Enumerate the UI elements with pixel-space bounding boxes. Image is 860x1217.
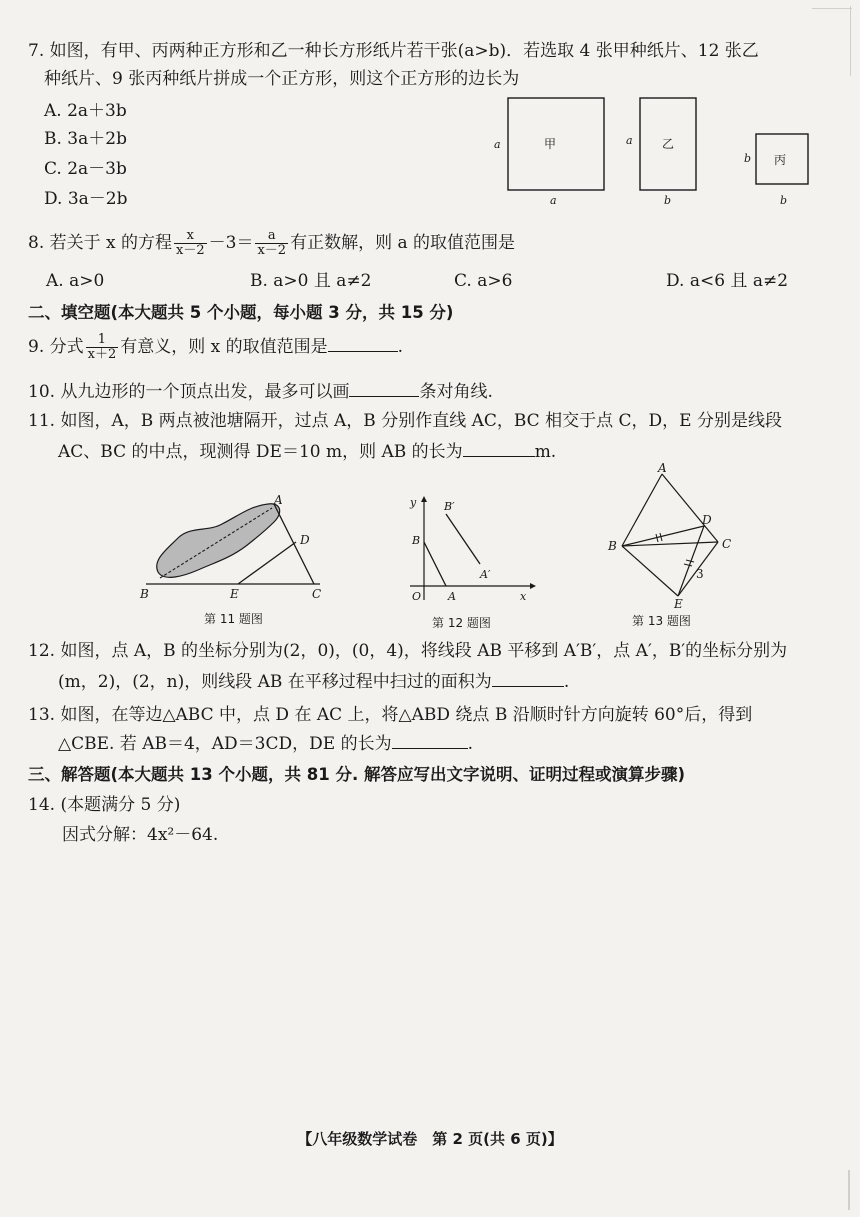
fig11-label-a: A (274, 493, 283, 507)
q11-line2-suffix: m. (534, 442, 557, 462)
figure-13 (600, 462, 740, 610)
section-2-heading: 二、填空题(本大题共 5 个小题，每小题 3 分，共 15 分) (28, 303, 454, 322)
q8-fraction-1 (174, 229, 207, 258)
q7-option-b: B. 3a＋2b (44, 129, 127, 149)
q8-fraction-2 (255, 229, 288, 258)
q9-frac-num: 1 (97, 332, 107, 347)
label-yi-side-left: a (626, 134, 633, 147)
q13-line2 (58, 732, 473, 755)
q8-option-c: C. a>6 (454, 271, 513, 291)
fig12-label-a1: A′ (480, 568, 491, 581)
side-be (622, 546, 678, 596)
fig13-caption: 第 13 题图 (632, 614, 691, 628)
q7-figure (488, 94, 818, 214)
label-bing-side-left: b (744, 152, 752, 165)
fig11-label-e: E (230, 587, 239, 601)
q8-prefix: 8. 若关于 x 的方程 (28, 233, 173, 253)
q8-option-a: A. a>0 (46, 271, 105, 291)
tick-mark-4 (684, 564, 692, 566)
q12-line2-prefix: (m，2)，(2，n)，则线段 AB 在平移过程中扫过的面积为 (58, 672, 492, 692)
fig11-label-d: D (300, 533, 310, 547)
fig11-label-b: B (140, 587, 149, 601)
axis-y-arrow (421, 496, 427, 502)
q12-line2 (58, 670, 569, 693)
tick-mark-3 (686, 560, 694, 562)
fig13-label-3: 3 (696, 567, 704, 581)
label-bing: 丙 (774, 153, 787, 167)
q10-prefix: 10. 从九边形的一个顶点出发，最多可以画 (28, 382, 350, 402)
fig12-label-y: y (410, 496, 417, 509)
q7-line1: 7. 如图，有甲、丙两种正方形和乙一种长方形纸片若干张(a>b)．若选取 4 张甲种纸片、12 张乙 (28, 41, 759, 61)
q7-line2: 种纸片、9 张丙种纸片拼成一个正方形，则这个正方形的边长为 (44, 69, 520, 89)
side-ac (662, 474, 718, 542)
fig13-label-c: C (722, 537, 732, 551)
q13-line1: 13. 如图，在等边△ABC 中，点 D 在 AC 上，将△ABD 绕点 B 沿顺时针方向旋转 60°后，得到 (28, 705, 753, 725)
q8-option-d: D. a<6 且 a≠2 (666, 271, 789, 291)
fig12-label-b1: B′ (444, 500, 455, 513)
page-footer: 【八年级数学试卷 第 2 页(共 6 页)】 (297, 1130, 563, 1148)
q9-prefix: 9. 分式 (28, 337, 84, 357)
fig13-label-a: A (658, 461, 667, 475)
fig12-label-a: A (448, 590, 456, 603)
label-yi: 乙 (662, 137, 675, 151)
label-bing-side-bottom: b (780, 194, 788, 207)
figure-11 (134, 488, 334, 604)
q8-option-b: B. a>0 且 a≠2 (250, 271, 372, 291)
q8-frac2-den: x－2 (257, 243, 287, 258)
q9-frac-den: x＋2 (87, 347, 117, 362)
q9-stem (28, 332, 403, 362)
section-3-heading: 三、解答题(本大题共 13 个小题，共 81 分. 解答应写出文字说明、证明过程或演算步骤) (28, 765, 685, 784)
figure-12 (400, 490, 540, 606)
q10-suffix: 条对角线. (419, 382, 493, 402)
q11-line1: 11. 如图，A，B 两点被池塘隔开，过点 A，B 分别作直线 AC，BC 相交于点 C，D，E 分别是线段 (28, 411, 782, 431)
fig11-caption: 第 11 题图 (204, 612, 263, 626)
q7-option-a: A. 2a＋3b (44, 101, 127, 121)
scan-edge-right-bottom (848, 1170, 850, 1210)
q12-line1: 12. 如图，点 A，B 的坐标分别为(2，0)，(0，4)，将线段 AB 平移到 A′B′，点 A′，B′的坐标分别为 (28, 641, 788, 661)
q8-frac1-num: x (186, 228, 194, 243)
q8-frac1-den: x－2 (176, 243, 205, 258)
q13-answer-blank[interactable] (392, 732, 468, 749)
q9-fraction (86, 333, 119, 362)
label-yi-side-bottom: b (664, 194, 672, 207)
q9-end: . (397, 337, 404, 357)
pond-shape (157, 504, 280, 578)
segment-a1b1 (446, 514, 480, 564)
q8-frac2-num: a (267, 228, 276, 243)
q12-line2-suffix: . (563, 672, 570, 692)
q12-answer-blank[interactable] (492, 670, 564, 687)
scan-edge-top (812, 8, 852, 9)
q8-suffix: 有正数解，则 a 的取值范围是 (290, 233, 516, 253)
q7-option-c: C. 2a－3b (44, 159, 127, 179)
q11-line2 (58, 440, 556, 463)
q10-answer-blank[interactable] (349, 380, 419, 397)
fig11-label-c: C (312, 587, 322, 601)
fig12-caption: 第 12 题图 (432, 616, 491, 630)
fig12-label-b: B (412, 534, 421, 547)
segment-de (238, 542, 296, 584)
label-jia-side-bottom: a (550, 194, 557, 207)
scan-edge-right-top (850, 6, 851, 76)
q11-line2-prefix: AC、BC 的中点，现测得 DE＝10 m，则 AB 的长为 (58, 442, 463, 462)
fig12-label-x: x (520, 590, 527, 603)
q13-line2-suffix: . (467, 734, 473, 754)
q10-stem (28, 380, 493, 403)
fig13-label-e: E (674, 597, 683, 611)
q11-answer-blank[interactable] (463, 440, 535, 457)
segment-ab (424, 542, 446, 586)
q8-mid: －3＝ (208, 233, 254, 253)
q8-stem (28, 228, 515, 258)
q9-suffix: 有意义，则 x 的取值范围是 (120, 337, 328, 357)
q9-answer-blank[interactable] (328, 335, 398, 352)
q13-line2-prefix: △CBE. 若 AB＝4，AD＝3CD，DE 的长为 (58, 734, 392, 754)
fig13-label-d: D (702, 513, 712, 527)
q14-body: 因式分解：4x²－64. (62, 825, 219, 845)
fig13-label-b: B (608, 539, 617, 553)
label-jia: 甲 (544, 137, 557, 151)
label-jia-side-left: a (494, 138, 501, 151)
fig12-label-o: O (412, 590, 422, 603)
q7-option-d: D. 3a－2b (44, 189, 128, 209)
q14-title: 14. (本题满分 5 分) (28, 795, 181, 815)
axis-x-arrow (530, 583, 536, 589)
